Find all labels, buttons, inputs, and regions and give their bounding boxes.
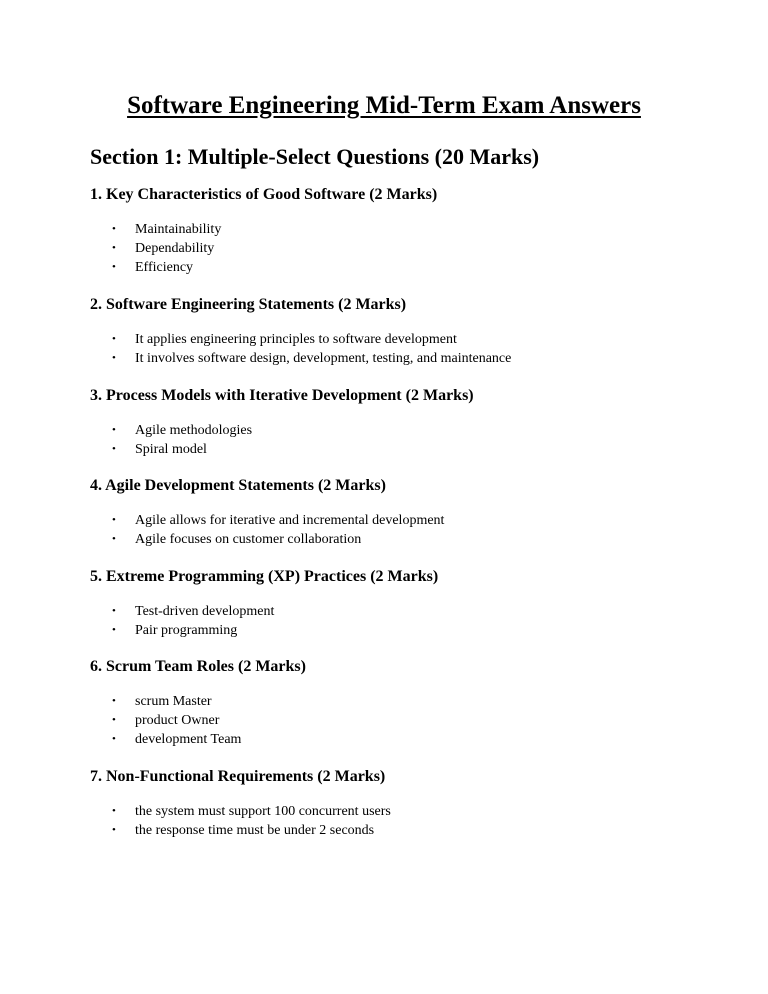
bullet-icon: •: [112, 533, 116, 545]
answer-text: scrum Master: [135, 694, 212, 709]
answer-text: It applies engineering principles to software development: [135, 332, 457, 347]
answer-text: Agile methodologies: [135, 423, 253, 438]
answer-text: It involves software design, development, testing, and maintenance: [135, 351, 512, 366]
bullet-icon: •: [112, 352, 116, 364]
answer-text: the system must support 100 concurrent users: [135, 804, 391, 819]
question-5: [90, 566, 710, 640]
bullet-icon: •: [112, 714, 116, 726]
list-item: [90, 349, 710, 368]
list-item: [90, 730, 710, 749]
list-item: [90, 802, 710, 821]
question-heading: 4. Agile Development Statements (2 Marks): [90, 477, 386, 494]
answer-list: [90, 330, 710, 368]
question-heading: 2. Software Engineering Statements (2 Marks): [90, 296, 407, 313]
bullet-icon: •: [112, 733, 116, 745]
question-2: [90, 294, 710, 368]
bullet-icon: •: [112, 695, 116, 707]
list-item: [90, 821, 710, 840]
answer-text: Spiral model: [135, 442, 207, 457]
section-heading: Section 1: Multiple-Select Questions (20 Marks): [90, 144, 540, 169]
list-item: [90, 421, 710, 440]
list-item: [90, 602, 710, 621]
answer-list: [90, 692, 710, 749]
question-heading: 5. Extreme Programming (XP) Practices (2 Marks): [90, 568, 439, 585]
bullet-icon: •: [112, 605, 116, 617]
bullet-icon: •: [112, 443, 116, 455]
answer-list: [90, 511, 710, 549]
answer-list: [90, 802, 710, 840]
answer-text: Pair programming: [135, 623, 238, 638]
answer-text: product Owner: [135, 713, 220, 728]
answer-text: Maintainability: [135, 222, 222, 237]
bullet-icon: •: [112, 333, 116, 345]
list-item: [90, 330, 710, 349]
list-item: [90, 440, 710, 459]
question-heading: 7. Non-Functional Requirements (2 Marks): [90, 768, 386, 785]
list-item: [90, 258, 710, 277]
list-item: [90, 511, 710, 530]
bullet-icon: •: [112, 514, 116, 526]
bullet-icon: •: [112, 624, 116, 636]
answer-text: Agile focuses on customer collaboration: [135, 532, 362, 547]
answer-text: the response time must be under 2 seconds: [135, 823, 375, 838]
question-1: [90, 184, 710, 277]
answer-list: [90, 220, 710, 277]
answer-text: Test-driven development: [135, 604, 275, 619]
question-6: [90, 656, 710, 749]
question-heading: 1. Key Characteristics of Good Software (2 Marks): [90, 186, 438, 203]
question-7: [90, 766, 710, 840]
list-item: [90, 692, 710, 711]
question-4: [90, 475, 710, 549]
question-heading: 6. Scrum Team Roles (2 Marks): [90, 658, 306, 675]
bullet-icon: •: [112, 824, 116, 836]
list-item: [90, 530, 710, 549]
answer-text: development Team: [135, 732, 242, 747]
answer-text: Dependability: [135, 241, 215, 256]
list-item: [90, 239, 710, 258]
list-item: [90, 711, 710, 730]
answer-text: Efficiency: [135, 260, 194, 275]
document-title: Software Engineering Mid-Term Exam Answers: [127, 92, 641, 119]
bullet-icon: •: [112, 242, 116, 254]
bullet-icon: •: [112, 223, 116, 235]
question-heading: 3. Process Models with Iterative Development (2 Marks): [90, 387, 474, 404]
list-item: [90, 220, 710, 239]
list-item: [90, 621, 710, 640]
question-3: [90, 385, 710, 459]
answer-list: [90, 421, 710, 459]
bullet-icon: •: [112, 424, 116, 436]
bullet-icon: •: [112, 261, 116, 273]
bullet-icon: •: [112, 805, 116, 817]
answer-text: Agile allows for iterative and incremental development: [135, 513, 445, 528]
answer-list: [90, 602, 710, 640]
